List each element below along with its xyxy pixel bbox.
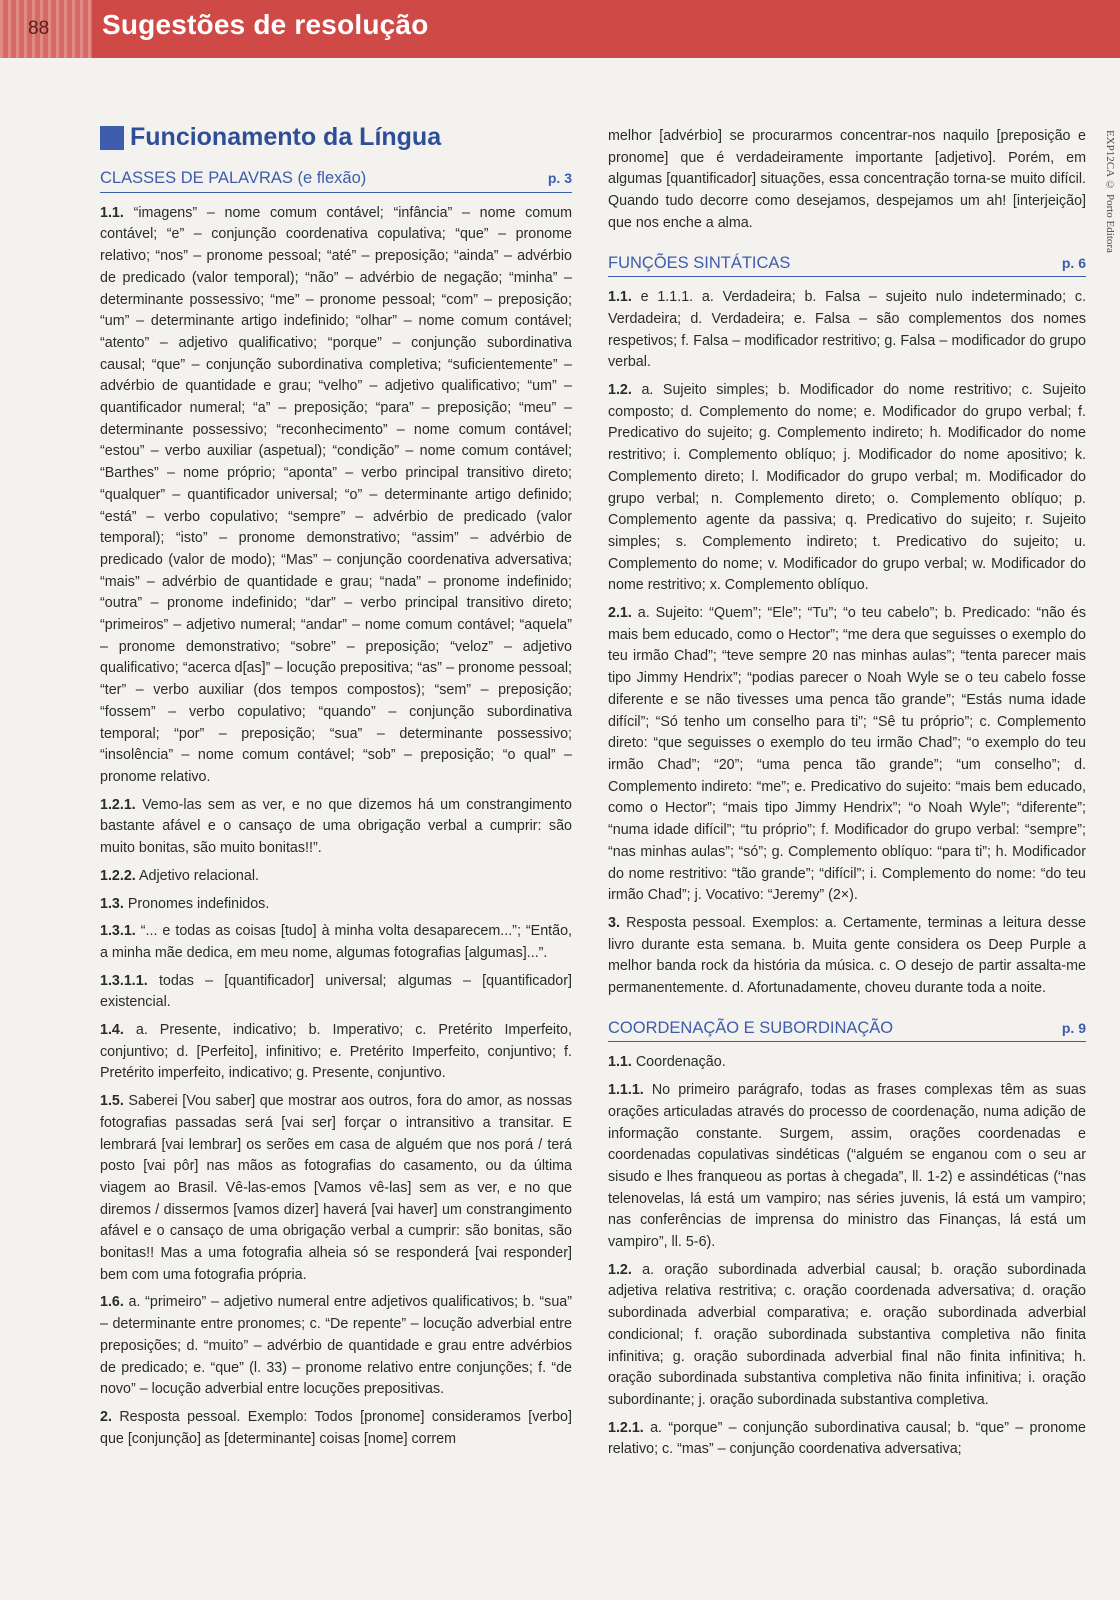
paragraph: 1.2. a. oração subordinada adverbial causal; b. oração subordinada adjetiva relativa restritiva; c. oração coordenada adversativa; d. oração subordinada adverbial comparativa; e. oração subordinada adverbial condicional; f. oração subordinada substantiva completiva não finita infinitiva; g. oração subordinada adverbial final não finita infinitiva; h. oração subordinada substantiva completiva não finita infinitiva; i. oração subordinante; j. oração subordinada substantiva completiva. [608,1261,1086,1408]
paragraph: 2.1. a. Sujeito: “Quem”; “Ele”; “Tu”; “o teu cabelo”; b. Predicado: “não és mais bem educado, como o Hector”; “me dera que seguisses o exemplo do teu irmão Chad”; “teve sempre 20 nas minhas aulas”; “tenta parecer mais tipo Jimmy Hendrix”; “podias parecer o Noah Wyle se o teu cabelo fosse diferente e se não tivesses uma penca tão grande”; “Estás numa idade difícil”; “Só tenho um conselho para ti”; “Sê tu próprio”; c. Complemento direto: “que seguisses o exemplo do teu irmão Chad”; “o exemplo do teu irmão Chad”; “20”; “uma penca tão grande”; “um conselho”; d. Complemento indireto: “me”; e. Predicativo do sujeito: “mais bem educado, como o Hector”; “mais tipo Jimmy Hendrix”; “o Noah Wyle”; “diferente”; “numa idade difícil”; “tu próprio”; f. Modificador do grupo verbal: “sempre”; “nas minhas aulas”; “só”; g. Complemento oblíquo: “para ti”; h. Modificador do nome restritivo: “tão grande”; “difícil”; i. Complemento do nome: “do teu irmão Chad”; j. Vocativo: “Jeremy” (2×). [608,605,1086,904]
paragraph: 1.6. a. “primeiro” – adjetivo numeral entre adjetivos qualificativos; b. “sua” – determinante entre pronomes; c. “De repente” – locução adverbial entre preposições; d. “muito” – advérbio de quantidade e grau entre advérbios de predicado; e. “que” (l. 33) – pronome relativo entre conjunções; f. “de novo” – locução adverbial entre locuções prepositivas. [100,1294,572,1398]
paragraph: 1.3.1.1. todas – [quantificador] universal; algumas – [quantificador] existencial. [100,972,572,1011]
subsection-header [100,168,572,193]
paragraph: 1.2.1. a. “porque” – conjunção subordinativa causal; b. “que” – pronome relativo; c. “mas” – conjunção coordenativa adversativa; [608,1419,1086,1458]
continuation-paragraph: melhor [advérbio] se procurarmos concentrar-nos naquilo [preposição e pronome] que é verdadeiramente importante [adjetivo]. Porém, em algumas [quantificador] situações, essa concentração torna-se muito difícil. Quando tudo decorre como desejamos, despejamos um ah! [interjeição] que nos enche a alma. [608,128,1086,231]
right-column [608,126,1086,1467]
header-title: Sugestões de resolução [102,9,429,40]
section-title: Funcionamento da Língua [100,126,572,150]
subsection-page: p. 9 [1061,1019,1086,1036]
paragraph: 1.2. a. Sujeito simples; b. Modificador do nome restritivo; c. Sujeito composto; d. Complemento do nome; e. Modificador do grupo verbal; f. Predicativo do sujeito; g. Complemento indireto; h. Modificador do nome restritivo; i. Complemento oblíquo; j. Modificador do nome apositivo; k. Complemento direto; l. Modificador do grupo verbal; m. Modificador do grupo verbal; n. Complemento direto; o. Complemento oblíquo; p. Complemento agente da passiva; q. Predicativo do sujeito; r. Sujeito simples; s. Complemento indireto; t. Predicativo do sujeito; u. Complemento do nome; v. Modificador do grupo verbal; w. Modificador do nome restritivo; x. Complemento oblíquo. [608,382,1086,594]
paragraph: 1.2.1. Vemo-las sem as ver, e no que dizemos há um constrangimento bastante afável e o cansaço de uma obrigação verbal a cumprir: são muito bonitas, são muito bonitas!!”. [100,796,572,857]
paragraph: 1.1. e 1.1.1. a. Verdadeira; b. Falsa – sujeito nulo indeterminado; c. Verdadeira; d. Verdadeira; e. Falsa – são complementos dos nomes respetivos; f. Falsa – modificador restritivo; g. Falsa – modificador do grupo verbal. [608,289,1086,371]
paragraph: 1.1. “imagens” – nome comum contável; “infância” – nome comum contável; “e” – conjunção coordenativa copulativa; “que” – pronome relativo; “nos” – pronome pessoal; “até” – preposição; “ainda” – advérbio de predicado (valor temporal); “não” – advérbio de negação; “minha” – determinante possessivo; “me” – pronome pessoal; “com” – preposição; “um” – determinante artigo indefinido; “olhar” – nome comum contável; “atento” – adjetivo qualificativo; “porque” – conjunção subordinativa causal; “que” – conjunção subordinativa completiva; “suficientemente” – advérbio de quantidade e grau; “velho” – adjetivo qualificativo; “um” – quantificador numeral; “a” – preposição; “para” – preposição; “meu” – determinante possessivo; “reconhecimento” – nome comum contável; “estou” – verbo auxiliar (aspetual); “condição” – nome comum contável; “Barthes” – nome próprio; “aponta” – verbo principal transitivo direto; “qualquer” – quantificador universal; “o” – determinante artigo definido; “está” – verbo copulativo; “sempre” – advérbio de predicado (valor temporal); “isto” – pronome demonstrativo; “assim” – advérbio de predicado (valor de modo); “Mas” – conjunção coordenativa adversativa; “mais” – advérbio de quantidade e grau; “nada” – pronome indefinido; “outra” – pronome indefinido; “dar” – verbo principal transitivo direto; “primeiros” – adjetivo numeral; “andar” – nome comum contável; “aquela” – pronome demonstrativo; “sobre” – preposição; “veloz” – adjetivo qualificativo; “acerca d[as]” – locução prepositiva; “as” – pronome pessoal; “ter” – verbo auxiliar (dos tempos compostos); “sem” – preposição; “fossem” – verbo copulativo; “quando” – conjunção subordinativa temporal; “por” – preposição; “sua” – determinante possessivo; “insolência” – nome comum contável; “sob” – preposição; “o qual” – pronome relativo. [100,204,572,785]
paragraph: 1.3. Pronomes indefinidos. [100,895,270,912]
subsection-header [608,253,1086,278]
subsection-header [608,1018,1086,1043]
subsection-title: CLASSES DE PALAVRAS (e flexão) [100,169,367,187]
paragraph: 2. Resposta pessoal. Exemplo: Todos [pronome] consideramos [verbo] que [conjunção] as [determinante] coisas [nome] correm [100,1408,572,1447]
left-column [100,123,572,1456]
header-bar [0,0,1120,58]
subsection-title: FUNÇÕES SINTÁTICAS [608,253,791,272]
section-square-icon [100,126,124,150]
paragraph: 1.5. Saberei [Vou saber] que mostrar aos outros, fora do amor, as nossas fotografias passadas será [vai ser] forçar o intransitivo a transitar. E lembrará [vai lembrar] os serões em casa de alguém que nos porá / terá posto [vai pôr] nas mãos as fotografias do casamento, ou da última viagem ao Brasil. Vê-las-emos [Vamos vê-las] sem as ver, e no que diremos / dissermos [vamos dizer] haverá [vai haver] um constrangimento afável e o cansaço de uma obrigação verbal a cumprir: são bonitas, são bonitas!! Mas a uma fotografia alheia só se responderá [vai responder] bem com uma fotografia própria. [100,1093,572,1283]
paragraph: 1.4. a. Presente, indicativo; b. Imperativo; c. Pretérito Imperfeito, conjuntivo; d. [Perfeito], infinitivo; e. Pretérito Imperfeito, conjuntivo; f. Pretérito imperfeito, indicativo; g. Presente, conjuntivo. [100,1022,572,1082]
paragraph: 3. Resposta pessoal. Exemplos: a. Certamente, terminas a leitura desse livro durante esta semana. b. Muita gente considera os Deep Purple a melhor banda rock da história da música. c. O desejo de partir assalta-me permanentemente. d. Afortunadamente, choveu durante toda a noite. [608,914,1086,997]
subsection-page: p. 3 [547,170,572,186]
paragraph: 1.3.1. “... e todas as coisas [tudo] à minha volta desaparecem...”; “Então, a minha mãe dedica, em meu nome, algumas fotografias [algumas]...”. [100,923,572,961]
page-number: 88 [28,18,50,39]
subsection-title: COORDENAÇÃO E SUBORDINAÇÃO [608,1018,894,1037]
side-note: EXP12CA © Porto Editora [1104,130,1116,253]
paragraph: 1.2.2. Adjetivo relacional. [100,867,259,884]
paragraph: 1.1.1. No primeiro parágrafo, todas as frases complexas têm as suas orações articuladas através do processo de coordenação, numa adição de informação constante. Surgem, assim, orações coordenadas e coordenadas copulativas sindéticas (“alguém se enganou com o seu ar sisudo e lhes franqueou as portas à chegada”, ll. 1-2) e assindéticas (“nas telenovelas, lá está um vampiro; nas séries juvenis, lá está um vampiro; nas conferências de imprensa do ministro das Finanças, lá está um vampiro”, ll. 5-6). [608,1082,1087,1251]
subsection-page: p. 6 [1061,254,1086,271]
paragraph: 1.1. Coordenação. [608,1054,726,1071]
